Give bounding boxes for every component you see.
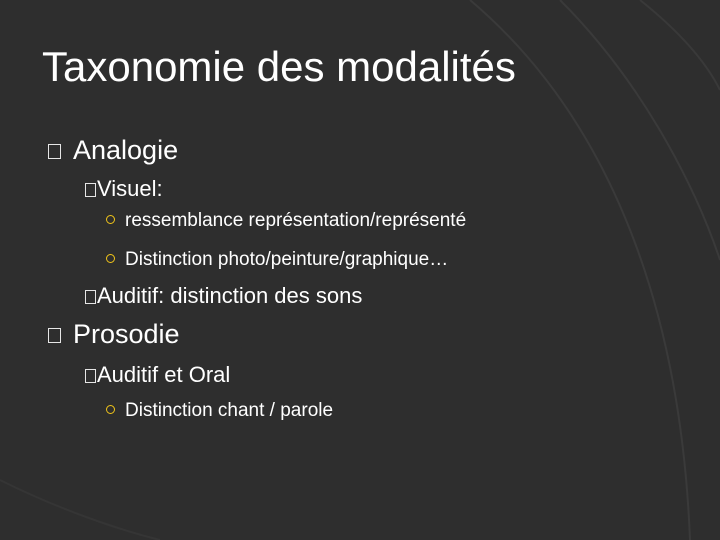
bullet-item-prosodie bbox=[48, 318, 180, 350]
slide-title: Taxonomie des modalités bbox=[42, 43, 516, 90]
bullet-item-distinction-chant bbox=[106, 400, 333, 422]
bullet-text: ressemblance représentation/représenté bbox=[125, 210, 467, 231]
bullet-text: Visuel: bbox=[97, 176, 163, 201]
bullet-item-analogie bbox=[48, 134, 178, 166]
bullet-item-auditif-oral bbox=[85, 362, 230, 388]
bullet-item-ressemblance bbox=[106, 210, 466, 232]
circle-bullet-icon bbox=[106, 405, 115, 414]
circle-bullet-icon bbox=[106, 215, 115, 224]
bullet-item-distinction-photo bbox=[106, 249, 448, 271]
square-box-icon bbox=[48, 144, 61, 159]
circle-bullet-icon bbox=[106, 254, 115, 263]
bullet-text: Distinction chant / parole bbox=[125, 400, 334, 421]
bullet-item-visuel bbox=[85, 176, 163, 202]
bullet-text: Prosodie bbox=[73, 319, 180, 349]
square-box-icon bbox=[85, 369, 96, 383]
bullet-text: Analogie bbox=[73, 135, 179, 165]
bullet-text: Auditif: distinction des sons bbox=[97, 283, 363, 308]
square-box-icon bbox=[85, 183, 96, 197]
square-box-icon bbox=[48, 328, 61, 343]
square-box-icon bbox=[85, 290, 96, 304]
bullet-text: Distinction photo/peinture/graphique… bbox=[125, 249, 449, 270]
bullet-text: Auditif et Oral bbox=[97, 362, 231, 387]
bullet-item-auditif bbox=[85, 283, 362, 309]
